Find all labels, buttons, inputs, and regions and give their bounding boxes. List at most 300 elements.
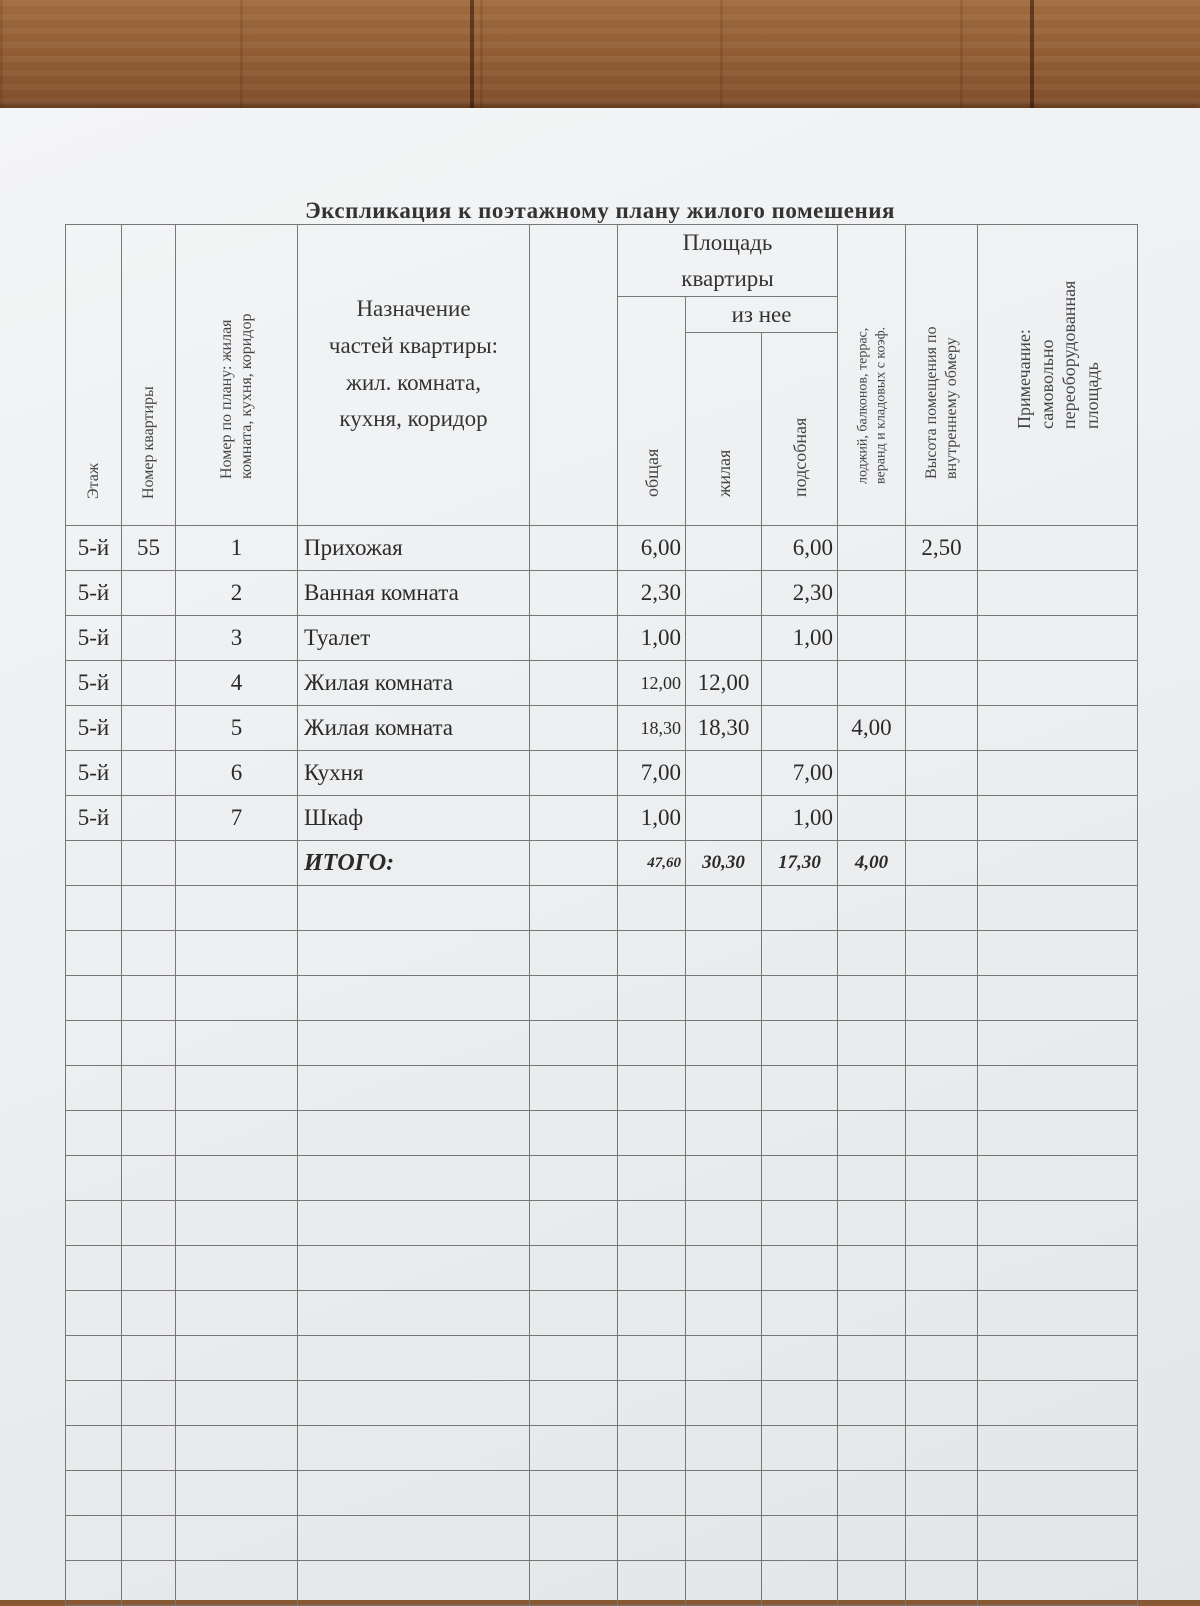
cell-number: 1: [176, 526, 298, 571]
cell-empty: [66, 976, 122, 1021]
cell-empty: [978, 1471, 1138, 1516]
cell-empty: [838, 1381, 906, 1426]
cell-empty: [978, 1336, 1138, 1381]
cell-loggia: 4,00: [838, 706, 906, 751]
cell-empty: [176, 1561, 298, 1606]
cell-floor: 5-й: [66, 751, 122, 796]
cell-empty: [762, 1021, 838, 1066]
cell-blank: [530, 751, 618, 796]
cell-empty: [838, 1246, 906, 1291]
cell-empty: [298, 1111, 530, 1156]
cell-empty: [762, 1066, 838, 1111]
cell-blank: [530, 796, 618, 841]
cell-empty: [298, 976, 530, 1021]
cell-blank: [530, 706, 618, 751]
cell-apartment: [122, 706, 176, 751]
cell-empty: [762, 976, 838, 1021]
cell-empty: [838, 1021, 906, 1066]
cell-empty: [66, 841, 122, 886]
cell-living: [686, 571, 762, 616]
cell-empty: [530, 1066, 618, 1111]
cell-empty: [298, 1516, 530, 1561]
totals-row: [66, 841, 1138, 886]
cell-living: [686, 751, 762, 796]
table-row: [66, 796, 1138, 841]
cell-empty: [686, 1156, 762, 1201]
cell-empty: [530, 1561, 618, 1606]
cell-empty: [838, 1561, 906, 1606]
empty-row: [66, 1561, 1138, 1606]
cell-empty: [66, 1201, 122, 1246]
cell-empty: [176, 1381, 298, 1426]
empty-row: [66, 1336, 1138, 1381]
cell-empty: [618, 931, 686, 976]
cell-empty: [838, 976, 906, 1021]
cell-loggia: [838, 571, 906, 616]
cell-empty: [906, 976, 978, 1021]
cell-empty: [66, 886, 122, 931]
cell-empty: [686, 1336, 762, 1381]
cell-empty: [298, 1561, 530, 1606]
table-row: [66, 661, 1138, 706]
cell-height: 2,50: [906, 526, 978, 571]
cell-empty: [838, 886, 906, 931]
document-sheet: [0, 108, 1200, 1600]
cell-empty: [298, 1246, 530, 1291]
cell-living: 12,00: [686, 661, 762, 706]
cell-empty: [122, 1336, 176, 1381]
cell-empty: [906, 1426, 978, 1471]
cell-empty: [176, 1156, 298, 1201]
cell-purpose: Туалет: [298, 616, 530, 661]
cell-purpose: Ванная комната: [298, 571, 530, 616]
cell-empty: [978, 1156, 1138, 1201]
cell-empty: [906, 1516, 978, 1561]
cell-empty: [530, 1111, 618, 1156]
cell-empty: [122, 886, 176, 931]
cell-empty: [298, 1426, 530, 1471]
cell-height: [906, 796, 978, 841]
cell-empty: [686, 1471, 762, 1516]
cell-auxiliary: 1,00: [762, 616, 838, 661]
cell-empty: [176, 1066, 298, 1111]
empty-row: [66, 931, 1138, 976]
cell-auxiliary: [762, 661, 838, 706]
table-row: [66, 751, 1138, 796]
cell-auxiliary: 6,00: [762, 526, 838, 571]
empty-row: [66, 1516, 1138, 1561]
cell-empty: [618, 1111, 686, 1156]
cell-empty: [762, 1516, 838, 1561]
header-plan-number: Номер по плану: жилая комната, кухня, коридор: [176, 225, 298, 526]
cell-empty: [978, 886, 1138, 931]
cell-empty: [762, 1381, 838, 1426]
cell-empty: [906, 841, 978, 886]
cell-empty: [762, 1426, 838, 1471]
cell-empty: [618, 1516, 686, 1561]
cell-empty: [838, 1471, 906, 1516]
header-loggias: лоджий, балконов, террас, веранд и кладовых с коэф.: [838, 225, 906, 526]
cell-empty: [978, 1291, 1138, 1336]
cell-empty: [618, 1021, 686, 1066]
cell-empty: [686, 1246, 762, 1291]
cell-empty: [122, 1246, 176, 1291]
cell-total: 18,30: [618, 706, 686, 751]
cell-height: [906, 571, 978, 616]
cell-empty: [122, 1111, 176, 1156]
cell-total: 1,00: [618, 796, 686, 841]
cell-living: [686, 796, 762, 841]
cell-empty: [686, 1516, 762, 1561]
cell-empty: [66, 1516, 122, 1561]
explication-table: [65, 224, 1138, 1606]
header-purpose: Назначение частей квартиры: жил. комната, кухня, коридор: [298, 225, 530, 526]
cell-empty: [906, 1291, 978, 1336]
cell-empty: [686, 1426, 762, 1471]
header-total: общая: [618, 297, 686, 526]
cell-empty: [762, 1156, 838, 1201]
cell-empty: [530, 1291, 618, 1336]
cell-empty: [122, 931, 176, 976]
empty-row: [66, 1156, 1138, 1201]
cell-empty: [122, 1291, 176, 1336]
cell-empty: [906, 1111, 978, 1156]
table-row: [66, 706, 1138, 751]
cell-empty: [530, 1381, 618, 1426]
cell-empty: [176, 1021, 298, 1066]
cell-note: [978, 661, 1138, 706]
cell-empty: [298, 1201, 530, 1246]
cell-empty: [686, 1021, 762, 1066]
cell-empty: [66, 1246, 122, 1291]
cell-empty: [618, 1336, 686, 1381]
cell-empty: [66, 1336, 122, 1381]
cell-purpose: Шкаф: [298, 796, 530, 841]
empty-row: [66, 1066, 1138, 1111]
cell-empty: [762, 1561, 838, 1606]
cell-empty: [176, 1426, 298, 1471]
cell-note: [978, 616, 1138, 661]
cell-floor: 5-й: [66, 796, 122, 841]
cell-empty: [618, 1246, 686, 1291]
header-note: Примечание: самовольно переоборудованная площадь: [978, 225, 1138, 526]
cell-number: 6: [176, 751, 298, 796]
cell-empty: [978, 1516, 1138, 1561]
cell-empty: [762, 1201, 838, 1246]
cell-note: [978, 571, 1138, 616]
cell-empty: [618, 1156, 686, 1201]
cell-empty: [762, 1471, 838, 1516]
cell-number: 4: [176, 661, 298, 706]
cell-floor: 5-й: [66, 706, 122, 751]
cell-height: [906, 751, 978, 796]
cell-empty: [176, 1291, 298, 1336]
cell-apartment: [122, 616, 176, 661]
cell-blank: [530, 526, 618, 571]
cell-empty: [530, 1201, 618, 1246]
cell-empty: [838, 1426, 906, 1471]
cell-empty: [618, 1561, 686, 1606]
cell-empty: [530, 1021, 618, 1066]
cell-empty: [530, 1246, 618, 1291]
cell-empty: [618, 1426, 686, 1471]
cell-loggia: [838, 796, 906, 841]
cell-apartment: 55: [122, 526, 176, 571]
cell-living: [686, 526, 762, 571]
cell-empty: [298, 1156, 530, 1201]
cell-empty: [176, 1516, 298, 1561]
cell-empty: [122, 1021, 176, 1066]
cell-empty: [686, 976, 762, 1021]
cell-empty: [122, 1426, 176, 1471]
totals-total: 47,60: [618, 841, 686, 886]
cell-empty: [618, 976, 686, 1021]
cell-empty: [176, 1111, 298, 1156]
cell-empty: [838, 1066, 906, 1111]
cell-empty: [66, 1021, 122, 1066]
cell-loggia: [838, 616, 906, 661]
cell-empty: [618, 1066, 686, 1111]
empty-row: [66, 1291, 1138, 1336]
cell-empty: [838, 931, 906, 976]
empty-row: [66, 1426, 1138, 1471]
totals-auxiliary: 17,30: [762, 841, 838, 886]
cell-empty: [978, 1021, 1138, 1066]
cell-empty: [978, 1381, 1138, 1426]
cell-empty: [298, 931, 530, 976]
cell-total: 6,00: [618, 526, 686, 571]
cell-empty: [906, 1561, 978, 1606]
cell-empty: [66, 1561, 122, 1606]
cell-empty: [618, 1381, 686, 1426]
cell-height: [906, 616, 978, 661]
cell-blank: [530, 571, 618, 616]
cell-auxiliary: [762, 706, 838, 751]
cell-empty: [176, 1336, 298, 1381]
cell-empty: [122, 1561, 176, 1606]
cell-empty: [66, 931, 122, 976]
cell-empty: [122, 1471, 176, 1516]
cell-empty: [686, 1201, 762, 1246]
cell-empty: [66, 1156, 122, 1201]
cell-empty: [838, 1111, 906, 1156]
cell-empty: [66, 1471, 122, 1516]
cell-floor: 5-й: [66, 616, 122, 661]
cell-empty: [906, 886, 978, 931]
cell-empty: [122, 1201, 176, 1246]
table-row: [66, 526, 1138, 571]
cell-empty: [978, 1201, 1138, 1246]
totals-living: 30,30: [686, 841, 762, 886]
cell-empty: [530, 931, 618, 976]
cell-empty: [978, 1246, 1138, 1291]
cell-blank: [530, 616, 618, 661]
cell-apartment: [122, 571, 176, 616]
cell-total: 1,00: [618, 616, 686, 661]
cell-purpose: Жилая комната: [298, 661, 530, 706]
header-height: Высота помещения по внутреннему обмеру: [906, 225, 978, 526]
cell-empty: [176, 841, 298, 886]
empty-row: [66, 1201, 1138, 1246]
cell-empty: [176, 1201, 298, 1246]
cell-empty: [66, 1291, 122, 1336]
table-row: [66, 616, 1138, 661]
header-area: Площадь квартиры: [618, 225, 838, 297]
cell-purpose: Жилая комната: [298, 706, 530, 751]
cell-total: 2,30: [618, 571, 686, 616]
cell-apartment: [122, 796, 176, 841]
header-auxiliary: подсобная: [762, 332, 838, 526]
cell-empty: [66, 1111, 122, 1156]
cell-empty: [906, 1471, 978, 1516]
cell-empty: [978, 1066, 1138, 1111]
cell-empty: [762, 1291, 838, 1336]
cell-height: [906, 706, 978, 751]
cell-empty: [762, 886, 838, 931]
cell-empty: [530, 1471, 618, 1516]
cell-empty: [906, 1381, 978, 1426]
cell-empty: [838, 1291, 906, 1336]
cell-empty: [176, 976, 298, 1021]
cell-empty: [762, 1246, 838, 1291]
cell-empty: [686, 1291, 762, 1336]
cell-empty: [978, 1111, 1138, 1156]
cell-height: [906, 661, 978, 706]
wooden-surface: [0, 0, 1200, 120]
cell-empty: [530, 976, 618, 1021]
cell-empty: [298, 886, 530, 931]
cell-empty: [838, 1336, 906, 1381]
header-of-which: из нее: [686, 297, 838, 332]
cell-purpose: Прихожая: [298, 526, 530, 571]
cell-auxiliary: 2,30: [762, 571, 838, 616]
empty-row: [66, 1111, 1138, 1156]
empty-row: [66, 1021, 1138, 1066]
cell-empty: [298, 1336, 530, 1381]
cell-number: 7: [176, 796, 298, 841]
cell-empty: [122, 1156, 176, 1201]
cell-empty: [618, 1471, 686, 1516]
cell-empty: [122, 841, 176, 886]
cell-empty: [838, 1201, 906, 1246]
header-floor: Этаж: [66, 225, 122, 526]
cell-empty: [978, 841, 1138, 886]
cell-number: 3: [176, 616, 298, 661]
totals-loggia: 4,00: [838, 841, 906, 886]
document-title: Экспликация к поэтажному плану жилого помешения: [305, 198, 895, 223]
cell-empty: [176, 1246, 298, 1291]
empty-row: [66, 1471, 1138, 1516]
cell-floor: 5-й: [66, 661, 122, 706]
cell-empty: [618, 886, 686, 931]
cell-blank: [530, 661, 618, 706]
cell-floor: 5-й: [66, 571, 122, 616]
cell-empty: [530, 1426, 618, 1471]
cell-empty: [530, 1156, 618, 1201]
cell-empty: [122, 976, 176, 1021]
wood-seam: [470, 0, 474, 120]
cell-empty: [978, 976, 1138, 1021]
cell-empty: [978, 1561, 1138, 1606]
cell-empty: [762, 1111, 838, 1156]
cell-empty: [298, 1291, 530, 1336]
cell-empty: [686, 1561, 762, 1606]
cell-empty: [176, 931, 298, 976]
cell-empty: [906, 1246, 978, 1291]
cell-empty: [906, 1336, 978, 1381]
cell-empty: [66, 1066, 122, 1111]
cell-empty: [686, 1111, 762, 1156]
cell-empty: [762, 1336, 838, 1381]
cell-empty: [122, 1516, 176, 1561]
cell-empty: [298, 1471, 530, 1516]
cell-empty: [906, 1201, 978, 1246]
cell-empty: [122, 1381, 176, 1426]
cell-note: [978, 796, 1138, 841]
cell-note: [978, 751, 1138, 796]
cell-living: 18,30: [686, 706, 762, 751]
cell-purpose: Кухня: [298, 751, 530, 796]
cell-loggia: [838, 751, 906, 796]
cell-empty: [618, 1201, 686, 1246]
cell-empty: [686, 1066, 762, 1111]
cell-empty: [176, 1471, 298, 1516]
cell-auxiliary: 7,00: [762, 751, 838, 796]
cell-empty: [530, 1516, 618, 1561]
header-apartment-number: Номер квартиры: [122, 225, 176, 526]
empty-row: [66, 1246, 1138, 1291]
cell-auxiliary: 1,00: [762, 796, 838, 841]
cell-empty: [762, 931, 838, 976]
cell-note: [978, 526, 1138, 571]
empty-row: [66, 886, 1138, 931]
cell-empty: [298, 1021, 530, 1066]
header-blank: [530, 225, 618, 526]
cell-empty: [176, 886, 298, 931]
cell-empty: [838, 1156, 906, 1201]
cell-loggia: [838, 661, 906, 706]
header-living: жилая: [686, 332, 762, 526]
cell-floor: 5-й: [66, 526, 122, 571]
cell-living: [686, 616, 762, 661]
cell-empty: [122, 1066, 176, 1111]
cell-empty: [978, 931, 1138, 976]
cell-empty: [686, 931, 762, 976]
cell-loggia: [838, 526, 906, 571]
cell-apartment: [122, 661, 176, 706]
cell-total: 7,00: [618, 751, 686, 796]
cell-empty: [906, 1021, 978, 1066]
cell-empty: [298, 1381, 530, 1426]
cell-empty: [978, 1426, 1138, 1471]
cell-empty: [906, 931, 978, 976]
empty-row: [66, 976, 1138, 1021]
wood-seam: [1030, 0, 1034, 120]
empty-row: [66, 1381, 1138, 1426]
cell-empty: [530, 886, 618, 931]
cell-empty: [686, 886, 762, 931]
cell-empty: [66, 1426, 122, 1471]
cell-empty: [298, 1066, 530, 1111]
cell-note: [978, 706, 1138, 751]
cell-empty: [838, 1516, 906, 1561]
totals-label: ИТОГО:: [298, 841, 530, 886]
cell-number: 2: [176, 571, 298, 616]
cell-empty: [906, 1156, 978, 1201]
cell-empty: [906, 1066, 978, 1111]
cell-empty: [530, 1336, 618, 1381]
cell-empty: [66, 1381, 122, 1426]
